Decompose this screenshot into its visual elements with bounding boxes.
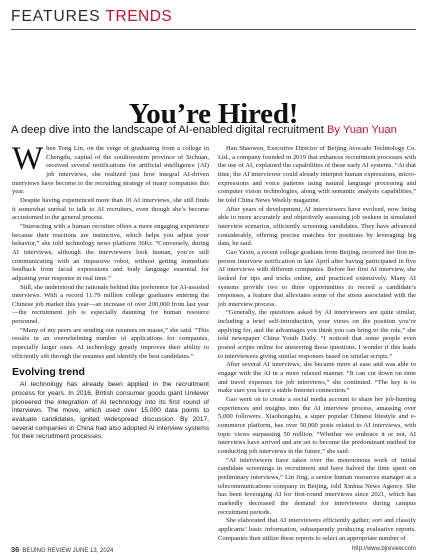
article-byline: By Yuan Yuan — [326, 124, 397, 136]
body-paragraph: Despite having experienced more than 10 AI interviews, she still finds it somewhat surreal to talk to AI recruiters, even though she’s become accustomed to the general process. — [12, 196, 209, 222]
body-paragraph: Gao Yaxin, a recent college graduate from Beijing, received her first in-person interview notification in late April after having participated in five AI interviews with different companies. Before her first AI interview, she looked for tips and tricks online, and practiced extensively. Many AI systems provide two to three opportunities to record a candidate’s responses, a feature that alleviates some of the stress associated with the job interview process. — [218, 248, 416, 308]
body-paragraph: After years of development, AI interviewers have evolved, now being able to more accurately and objectively assessing job seekers in simulated interview scenarios, efficiently screening candidates. They have advanced considerably, offering precise matches for positions by leveraging big data, he said. — [218, 205, 416, 248]
body-paragraph: “Many of my peers are sending out resumes en masse,” she said. “This results in an overwhelming number of applications for companies, especially larger ones. AI technology greatly improves their ability to efficiently sift through the resumes and identify the best candidates.” — [12, 326, 209, 360]
section-heading: Evolving trend — [12, 366, 85, 379]
section-body — [12, 381, 209, 442]
body-paragraph: AI technology has already been applied in the recruitment process for years. In 2016, British consumer goods giant Unilever pioneered the integration of AI technology into its first round of interviews. The move, which used over 15,000 data points to evaluate candidates, ignited widespread discussion. By 2017, several companies in China had also adopted AI interview systems for their recruitment processes. — [12, 381, 209, 441]
issue-info: BEIJING REVIEW JUNE 13, 2024 — [22, 548, 114, 554]
body-paragraph: When Tong Lin, on the verge of graduating from a college in Chengdu, capital of the southwestern province of Sichuan, received several notifications for artificial intelligence (AI) job interviews, she realized just how integral AI-driven interviews have become to the recruiting strategy of many companies this year. — [12, 141, 209, 196]
body-paragraph: Still, she understood the rationale behind this preference for AI-assisted interviews. With a record 11.79 million college graduates entering the Chinese job market this year—an increase of over 200,000 from last year—the recruitment job is especially daunting for human resource personnel. — [12, 283, 209, 326]
section-label: FEATURES — [11, 8, 101, 25]
section-header — [11, 8, 416, 30]
subsection-label: TRENDS — [105, 8, 173, 25]
body-paragraph: “Interacting with a human recruiter offers a more engaging experience because their reactions are instinctive, which helps you adjust your behavior,” she told technology news platform 36Kr. “Conversely, during AI interviews, although the interviewers look human, you’re still communicating with an impassive robot, without getting immediate feedback from facial expressions and body language essential for adjusting your response in real time.” — [12, 222, 209, 282]
article-subtitle-line — [11, 124, 421, 136]
page-number: 36 — [11, 545, 20, 554]
body-paragraph: Han Shaowen, Executive Director of Beijing Avocado Technology Co. Ltd., a company founded in 2019 that enhances recruitment processes with the use of AI, explained the capabilities of these early AI systems. “At that time, the AI interviewer could already interpret human expressions, micro-expressions and voice patterns using natural language processing and computer vision technologies, along with semantic analysis capabilities,” he told China News Weekly magazine. — [218, 145, 416, 204]
body-paragraph: “AI interviewers have taken over the monotonous work of initial candidate screenings in recruitment and have halved the time spent on preliminary interviews,” Lin Jing, a senior human resources manager at a telecommunications company in Beijing, told Xinhua News Agency. She has been leveraging AI for first-round interviews since 2021, which has markedly decreased the demand for interviewers during campus recruitment periods. — [218, 456, 416, 516]
body-paragraph: “Generally, the questions asked by AI interviewers are quite similar, including a brief self-introduction, your views on the position you’re applying for, and the advantages you think you can bring to the role,” she told newspaper China Youth Daily. “I noticed that some people even posted scripts online for answering these questions. I wonder if this leads to interviewees giving similar responses based on similar scripts.” — [218, 309, 416, 360]
footer-left — [11, 545, 113, 554]
right-column — [218, 145, 416, 543]
header-rule — [11, 29, 416, 30]
body-paragraph: After several AI interviews, she became more at ease and was able to engage with the AI in a more relaxed manner. “It can cut down on time and travel expenses for job interviews,” she continued. “The key is to make sure you have a stable Internet connection.” — [218, 361, 416, 395]
left-column — [12, 141, 209, 442]
body-paragraph: She elaborated that AI interviewers efficiently gather, sort and classify applicants’ basic information, subsequently producing evaluative reports. Companies then utilize these reports to select an appropriate number of — [218, 517, 416, 542]
article-title: You’re Hired! — [128, 98, 299, 130]
website-link[interactable]: http://www.bjreview.com — [351, 546, 416, 552]
body-paragraph: Gao went on to create a social media account to share her job-hunting experiences and insights into the AI interview process, amassing over 5,000 followers. Xiaohongshu, a super popular Chinese lifestyle and e-commerce platform, has over 50,000 posts related to AI interviews, with topic views surpassing 50 million. “Whether we embrace it or not, AI interviews have arrived and are set to become the predominant method for conducting job interviews in the future,” she said. — [218, 396, 416, 455]
page-footer — [11, 545, 416, 555]
drop-cap: W — [12, 141, 44, 177]
article-subtitle: A deep dive into the landscape of AI-enabled digital recruitment — [11, 124, 324, 136]
